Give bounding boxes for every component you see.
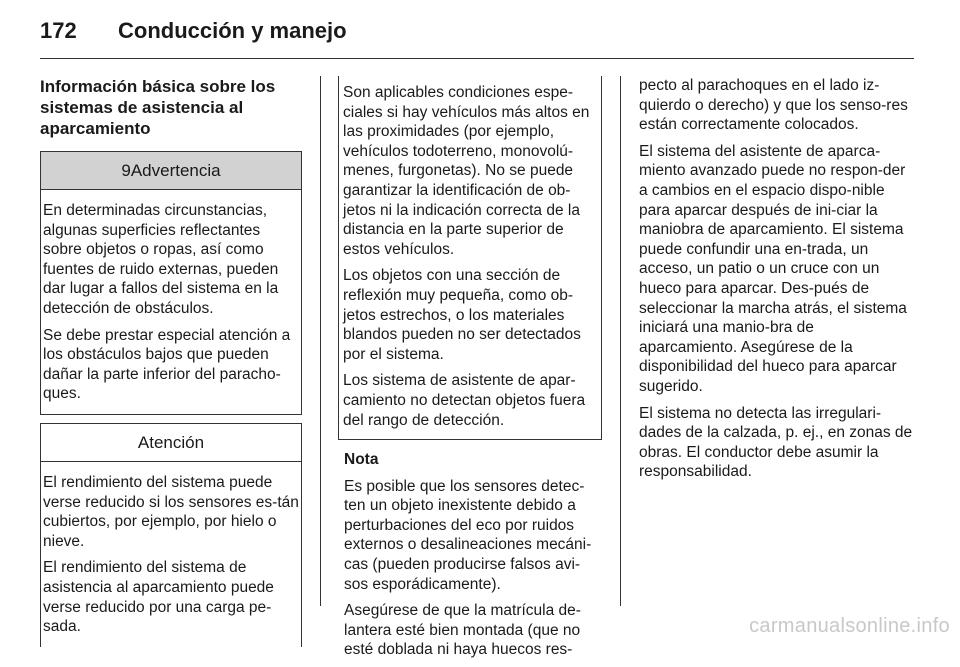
caution-paragraph: El rendimiento del sistema de asistencia al aparcamiento puede verse reducido por una carga pe-sada. (43, 559, 274, 636)
note-label: Nota (344, 451, 379, 469)
header-rule (40, 58, 914, 59)
column-2 (338, 76, 602, 667)
body-paragraph: pecto al parachoques en el lado iz-quierdo o derecho) y que los senso-res están correctamente colocados. (639, 77, 908, 134)
caution-paragraph: El rendimiento del sistema puede verse reducido si los sensores es-tán cubiertos, por ejemplo, por hielo o nieve. (43, 473, 299, 550)
page-header (40, 18, 347, 44)
caution-box (40, 423, 302, 647)
warning-icon: 9 (121, 161, 131, 180)
note-paragraph: Es posible que los sensores detec-ten un objeto inexistente debido a perturbaciones del eco por ruidos externos o desalineaciones mecáni-cas (pueden producirse falsos avi-sos esporádicamente). (344, 477, 592, 593)
box-paragraph: Los sistema de asistente de apar-camiento no detectan objetos fuera del rango de detección. (343, 372, 586, 429)
warning-title: Advertencia (130, 161, 221, 180)
column-3 (639, 76, 915, 489)
section-title: Información básica sobre los sistemas de asistencia al aparcamiento (40, 77, 276, 138)
box-paragraph: Son aplicables condiciones espe-ciales si hay vehículos más altos en las proximidades (por ejemplo, vehículos todoterreno, monovolú-menes, furgonetas). No se puede garantizar la identificación de ob-jetos ni la indicación correcta de la distancia en la parte superior de estos vehículos. (343, 84, 590, 258)
column-1 (40, 76, 302, 647)
chapter-title: Conducción y manejo (118, 18, 347, 43)
column-divider-1 (320, 76, 321, 606)
caution-title: Atención (41, 424, 301, 462)
note-paragraph: Asegúrese de que la matrícula de-lantera esté bien montada (que no esté doblada ni haya huecos res- (344, 602, 581, 659)
note-block (338, 450, 602, 660)
body-paragraph: El sistema no detecta las irregulari-dades de la calzada, p. ej., en zonas de obras. El conductor debe asumir la responsabilidad. (639, 404, 913, 481)
body-paragraph: El sistema del asistente de aparca-miento avanzado puede no respon-der a cambios en el espacio dispo-nible para aparcar después de ini-ciar la maniobra de aparcamiento. El sistema puede confundir una en-trada, un acceso, un patio o un cruce con un hueco para aparcar. Des-pués de seleccionar la marcha atrás, el sistema iniciará una manio-bra de aparcamiento. Asegúrese de la disponibilidad del hueco para aparcar sugerido. (639, 142, 907, 395)
box-paragraph: Los objetos con una sección de reflexión muy pequeña, como ob-jetos estrechos, o los materiales blandos pueden no ser detectados por el sistema. (343, 267, 581, 363)
warning-header (41, 152, 301, 190)
warning-box (40, 151, 302, 415)
page-number: 172 (40, 18, 77, 43)
watermark: carmanualsonline.info (749, 615, 950, 637)
column-divider-2 (620, 76, 621, 606)
warning-paragraph: Se debe prestar especial atención a los obstáculos bajos que pueden dañar la parte inferior del paracho-ques. (43, 326, 291, 403)
continued-warning-box (338, 76, 602, 440)
warning-paragraph: En determinadas circunstancias, algunas superficies reflectantes sobre objetos o ropas, así como fuentes de ruido externas, pueden dar lugar a fallos del sistema en la detección de obstáculos. (43, 202, 279, 317)
